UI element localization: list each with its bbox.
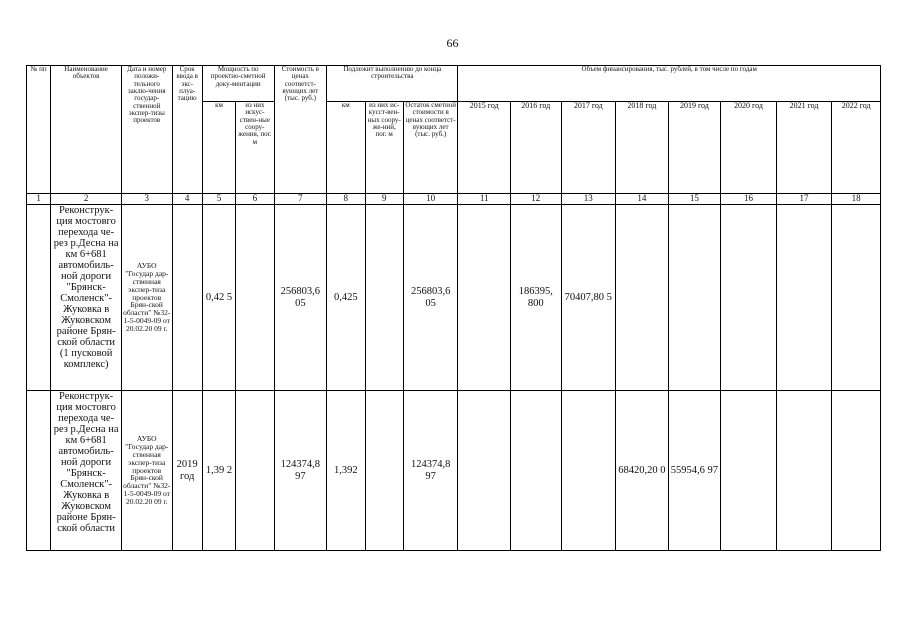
capacity-km: 0,42 5 xyxy=(202,205,235,391)
column-number: 12 xyxy=(511,194,562,205)
cost-value: 256803,6 05 xyxy=(274,205,327,391)
column-number: 15 xyxy=(668,194,721,205)
header-expertise: Дата и номер положи-тельного заклю-чения государ-ственной экспер-тизы проектов xyxy=(121,66,172,194)
header-year: 2016 год xyxy=(511,102,562,194)
column-number: 16 xyxy=(721,194,777,205)
header-todo-bridges: из них ис-кусст-вен-ных соору-же-ний, пог. м xyxy=(365,102,403,194)
header-finance-group: Объем финансирования, тыс. рублей, в том числе по годам xyxy=(458,66,881,102)
finance-2017 xyxy=(561,391,616,551)
commissioning-term xyxy=(172,205,202,391)
todo-bridges xyxy=(365,391,403,551)
column-number: 2 xyxy=(51,194,122,205)
finance-2022 xyxy=(832,391,881,551)
finance-2016: 186395, 800 xyxy=(511,205,562,391)
column-number: 9 xyxy=(365,194,403,205)
header-num: № пп xyxy=(27,66,51,194)
finance-2022 xyxy=(832,205,881,391)
header-year: 2020 год xyxy=(721,102,777,194)
finance-2018 xyxy=(616,205,669,391)
header-km: км xyxy=(202,102,235,194)
todo-km: 0,425 xyxy=(327,205,365,391)
commissioning-term: 2019 год xyxy=(172,391,202,551)
expertise-info: АУБО "Государ дар-ственная экспер-тиза проектов Брян-ской области" №32-1-5-0049-09 от 20.02.20 09 г. xyxy=(121,205,172,391)
column-number: 4 xyxy=(172,194,202,205)
finance-2021 xyxy=(776,391,832,551)
remaining-cost: 124374,8 97 xyxy=(403,391,458,551)
column-number: 17 xyxy=(776,194,832,205)
finance-2020 xyxy=(721,205,777,391)
todo-km: 1,392 xyxy=(327,391,365,551)
capacity-km: 1,39 2 xyxy=(202,391,235,551)
column-number: 6 xyxy=(236,194,274,205)
table-row xyxy=(27,391,881,551)
cost-value: 124374,8 97 xyxy=(274,391,327,551)
investment-table xyxy=(26,65,881,551)
row-num xyxy=(27,205,51,391)
column-number: 7 xyxy=(274,194,327,205)
header-remain: Остаток сметной стоимости в ценах соответст-вующих лет (тыс. руб.) xyxy=(403,102,458,194)
finance-2020 xyxy=(721,391,777,551)
header-bridges: из них искус-ствен-ные соору-жения, пог. м xyxy=(236,102,274,194)
header-year: 2017 год xyxy=(561,102,616,194)
finance-2018: 68420,20 0 xyxy=(616,391,669,551)
header-year: 2021 год xyxy=(776,102,832,194)
header-year: 2019 год xyxy=(668,102,721,194)
finance-2019 xyxy=(668,205,721,391)
capacity-bridges xyxy=(236,391,274,551)
column-number: 18 xyxy=(832,194,881,205)
row-num xyxy=(27,391,51,551)
object-name: Реконструк-ция мостовго перехода че-рез р.Десна на км 6+681 автомобиль-ной дороги "Брянск-Смоленск"-Жуковка в Жуковском районе Брян-ской области (1 пусковой комплекс) xyxy=(51,205,122,391)
column-number: 1 xyxy=(27,194,51,205)
finance-2015 xyxy=(458,205,511,391)
finance-2016 xyxy=(511,391,562,551)
expertise-info: АУБО "Государ дар-ственная экспер-тиза проектов Брян-ской области" №32-1-5-0049-09 от 20.02.20 09 г. xyxy=(121,391,172,551)
finance-2017: 70407,80 5 xyxy=(561,205,616,391)
header-term: Срок ввода в экс-плуа-тацию xyxy=(172,66,202,194)
page-number: 66 xyxy=(446,36,459,50)
column-number-row xyxy=(27,194,881,205)
remaining-cost: 256803,6 05 xyxy=(403,205,458,391)
column-number: 11 xyxy=(458,194,511,205)
object-name: Реконструк-ция мостовго перехода че-рез р.Десна на км 6+681 автомобиль-ной дороги "Брянск-Смоленск"-Жуковка в Жуковском районе Брян-ской области xyxy=(51,391,122,551)
finance-2015 xyxy=(458,391,511,551)
header-year: 2015 год xyxy=(458,102,511,194)
header-year: 2018 год xyxy=(616,102,669,194)
header-capacity-group: Мощность по проектно-сметной доку-ментации xyxy=(202,66,274,102)
column-number: 14 xyxy=(616,194,669,205)
column-number: 8 xyxy=(327,194,365,205)
column-number: 13 xyxy=(561,194,616,205)
header-todo-group: Подлежит выполнению до конца строительства xyxy=(327,66,458,102)
todo-bridges xyxy=(365,205,403,391)
header-name: Наименование объектов xyxy=(51,66,122,194)
table-row xyxy=(27,205,881,391)
column-number: 3 xyxy=(121,194,172,205)
finance-2021 xyxy=(776,205,832,391)
column-number: 5 xyxy=(202,194,235,205)
finance-2019: 55954,6 97 xyxy=(668,391,721,551)
column-number: 10 xyxy=(403,194,458,205)
header-todo-km: км xyxy=(327,102,365,194)
capacity-bridges xyxy=(236,205,274,391)
header-year: 2022 год xyxy=(832,102,881,194)
header-cost: Стоимость в ценах соответст-вующих лет (тыс. руб.) xyxy=(274,66,327,194)
